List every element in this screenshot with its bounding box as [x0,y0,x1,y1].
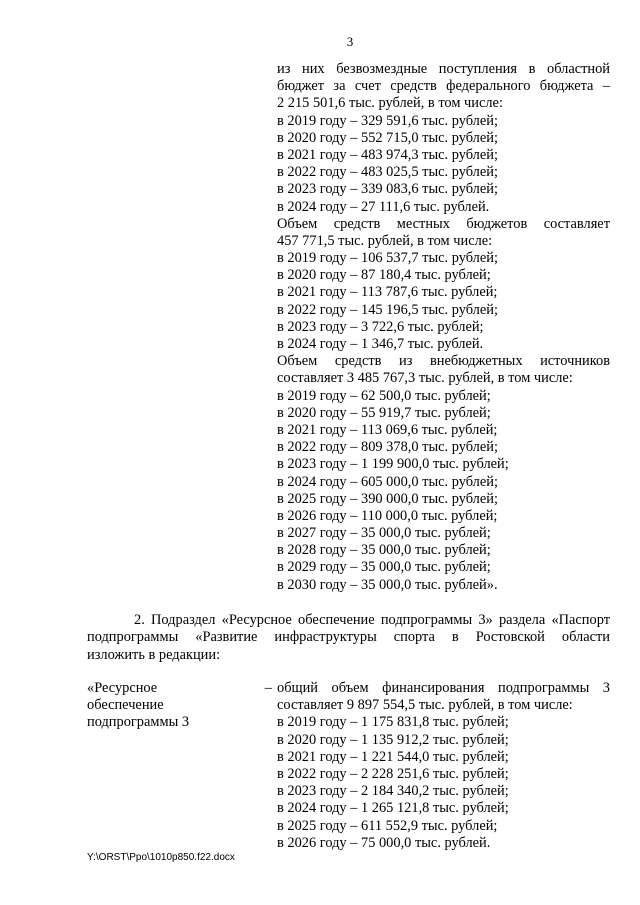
text-line: в 2020 году – 87 180,4 тыс. рублей; [277,267,491,284]
text-line: в 2023 году – 339 083,6 тыс. рублей; [277,181,498,198]
page-number: 3 [346,34,354,49]
text-line: в 2019 году – 106 537,7 тыс. рублей; [277,250,498,267]
text-line: в 2030 году – 35 000,0 тыс. рублей». [277,576,498,593]
text-line: в 2022 году – 483 025,5 тыс. рублей; [277,164,498,181]
text-line: подпрограммы «Развитие инфраструктуры спорта в Ростовской области [87,629,610,646]
text-line: в 2025 году – 390 000,0 тыс. рублей; [277,490,498,507]
resource-label [87,680,272,732]
text-line: в 2028 году – 35 000,0 тыс. рублей; [277,542,491,559]
text-line: Объем средств из внебюджетных источников [277,353,610,370]
federal-budget-block [277,61,610,594]
text-line: бюджет за счет средств федерального бюджета – [277,78,610,95]
text-line: в 2025 году – 611 552,9 тыс. рублей; [277,817,498,834]
text-line: в 2020 году – 55 919,7 тыс. рублей; [277,404,491,421]
label-line: подпрограммы 3 [87,714,190,731]
text-line: в 2022 году – 2 228 251,6 тыс. рублей; [277,765,509,782]
amendment-paragraph [87,612,610,664]
text-line: составляет 9 897 554,5 тыс. рублей, в том числе: [277,697,573,714]
text-line: в 2026 году – 75 000,0 тыс. рублей. [277,834,491,851]
text-line: в 2021 году – 1 221 544,0 тыс. рублей; [277,748,509,765]
text-line: 457 771,5 тыс. рублей, в том числе: [277,232,493,249]
label-dash: – [264,680,272,696]
text-line: в 2024 году – 1 265 121,8 тыс. рублей; [277,800,509,817]
text-line: в 2021 году – 483 974,3 тыс. рублей; [277,146,498,163]
text-line: в 2024 году – 1 346,7 тыс. рублей. [277,336,484,352]
text-line: в 2026 году – 110 000,0 тыс. рублей; [277,507,498,524]
text-line: в 2024 году – 605 000,0 тыс. рублей; [277,473,498,490]
text-line: в 2020 году – 552 715,0 тыс. рублей; [277,129,498,146]
label-line: «Ресурсное [87,680,158,696]
text-line: в 2019 году – 62 500,0 тыс. рублей; [277,387,491,404]
file-path-footer: Y:\ORST\Ppo\1010p850.f22.docx [87,852,235,863]
text-line: в 2019 году – 329 591,6 тыс. рублей; [277,112,498,129]
text-line: 2. Подраздел «Ресурсное обеспечение подпрограммы 3» раздела «Паспорт [134,612,610,628]
text-line: в 2023 году – 1 199 900,0 тыс. рублей; [277,456,509,473]
text-line: в 2024 году – 27 111,6 тыс. рублей. [277,198,490,215]
text-line: в 2023 году – 3 722,6 тыс. рублей; [277,318,484,335]
label-line: обеспечение [87,697,164,714]
text-line: Объем средств местных бюджетов составляет [277,215,610,232]
text-line: изложить в редакции: [87,646,221,663]
text-line: в 2020 году – 1 135 912,2 тыс. рублей; [277,731,509,748]
text-line: составляет 3 485 767,3 тыс. рублей, в том числе: [277,370,573,387]
text-line: в 2021 году – 113 069,6 тыс. рублей; [277,421,498,438]
text-line: в 2027 году – 35 000,0 тыс. рублей; [277,525,491,542]
text-line: в 2029 году – 35 000,0 тыс. рублей; [277,559,491,576]
text-line: в 2021 году – 113 787,6 тыс. рублей; [277,284,498,301]
text-line: из них безвозмездные поступления в областной [277,61,610,77]
text-line: общий объем финансирования подпрограммы 3 [277,680,610,696]
text-line: в 2022 году – 145 196,5 тыс. рублей; [277,301,498,318]
total-financing-block [277,680,610,852]
text-line: в 2023 году – 2 184 340,2 тыс. рублей; [277,783,509,800]
text-line: в 2019 году – 1 175 831,8 тыс. рублей; [277,714,509,731]
text-line: в 2022 году – 809 378,0 тыс. рублей; [277,439,498,456]
text-line: 2 215 501,6 тыс. рублей, в том числе: [277,95,503,112]
